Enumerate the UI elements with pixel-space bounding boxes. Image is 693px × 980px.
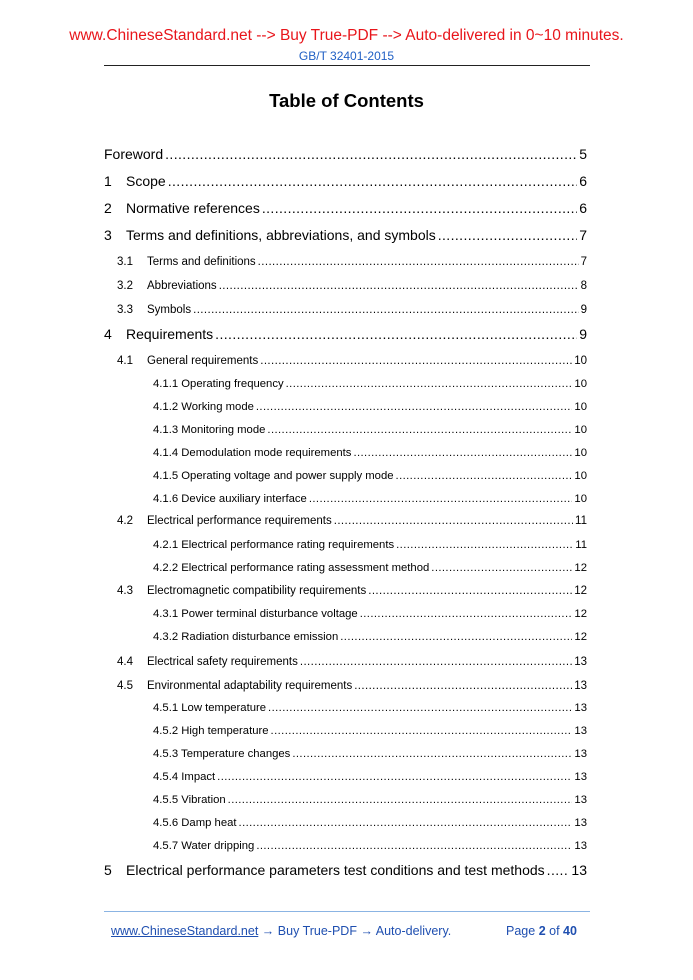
page-title: Table of Contents (269, 90, 424, 111)
toc-entry-page: 12 (574, 562, 587, 574)
toc-entry-number: 3.3 (117, 304, 133, 316)
toc-entry-title: Electrical safety requirements (147, 656, 298, 668)
toc-entry-title: General requirements (147, 355, 259, 367)
toc-entry-title: Abbreviations (147, 280, 217, 292)
toc-entry-page: 12 (574, 631, 587, 643)
toc-entry[interactable] (153, 608, 587, 620)
toc-entry[interactable] (153, 562, 587, 574)
toc-entry-title: Electromagnetic compatibility requirements (147, 585, 367, 597)
toc-entry-page: 7 (580, 256, 587, 268)
toc-entry-page: 8 (580, 280, 587, 292)
toc-dot-leader (228, 794, 573, 806)
toc-dot-leader (268, 702, 572, 714)
toc-entry-number: 4.4 (117, 656, 133, 668)
toc-entry[interactable] (117, 680, 587, 692)
toc-dot-leader (260, 355, 572, 367)
toc-entry-page: 13 (574, 680, 587, 692)
toc-dot-leader (271, 725, 573, 737)
toc-entry-title: 4.3.1 Power terminal disturbance voltage (153, 608, 358, 620)
arrow-right-icon: → (261, 924, 275, 938)
toc-entry-page: 10 (574, 378, 587, 390)
toc-entry-page: 12 (574, 585, 587, 597)
toc-entry-page: 6 (579, 173, 587, 189)
toc-dot-leader (368, 585, 572, 597)
toc-entry-number: 4.2 (117, 515, 133, 527)
toc-entry[interactable] (117, 280, 587, 292)
footer-buy-link[interactable]: Buy True-PDF (277, 924, 357, 938)
toc-entry[interactable] (117, 304, 587, 316)
toc-entry-title: 4.5.2 High temperature (153, 725, 269, 737)
page-indicator (506, 924, 577, 938)
toc-dot-leader (438, 227, 577, 243)
toc-entry[interactable] (153, 771, 587, 783)
toc-dot-leader (353, 447, 572, 459)
toc-entry[interactable] (104, 146, 587, 162)
toc-dot-leader (396, 470, 573, 482)
page-of: of (549, 924, 560, 938)
toc-entry[interactable] (153, 447, 587, 459)
toc-dot-leader (165, 146, 577, 162)
toc-entry-page: 13 (574, 817, 587, 829)
toc-entry[interactable] (117, 656, 587, 668)
footer-site-link[interactable]: www.ChineseStandard.net (111, 924, 259, 938)
toc-entry-title: 4.5.7 Water dripping (153, 840, 255, 852)
toc-entry-title: 4.5.1 Low temperature (153, 702, 267, 714)
toc-entry-title: 4.5.6 Damp heat (153, 817, 237, 829)
toc-entry-page: 11 (575, 515, 587, 527)
toc-entry-title: 4.3.2 Radiation disturbance emission (153, 631, 339, 643)
toc-entry[interactable] (153, 470, 587, 482)
toc-entry[interactable] (153, 401, 587, 413)
toc-entry-title: Terms and definitions (147, 256, 256, 268)
arrow-right-icon: → (360, 924, 373, 938)
toc-entry[interactable] (117, 256, 587, 268)
toc-entry[interactable] (153, 539, 587, 551)
toc-entry-title: 4.2.2 Electrical performance rating assessment method (153, 562, 430, 574)
toc-entry-title: Foreword (104, 146, 164, 162)
toc-entry-title: 4.5.4 Impact (153, 771, 216, 783)
toc-dot-leader (219, 280, 579, 292)
standard-number: GB/T 32401-2015 (298, 49, 395, 63)
toc-entry-number: 3.2 (117, 280, 133, 292)
toc-entry-title: Electrical performance parameters test conditions and test methods (126, 862, 545, 878)
toc-entry-title: 4.1.4 Demodulation mode requirements (153, 447, 352, 459)
toc-entry[interactable] (104, 326, 587, 342)
toc-entry-number: 4.5 (117, 680, 133, 692)
toc-entry-title: Environmental adaptability requirements (147, 680, 353, 692)
toc-entry-page: 10 (574, 493, 587, 505)
toc-entry-number: 5 (104, 862, 112, 878)
toc-entry-title: 4.1.2 Working mode (153, 401, 254, 413)
toc-entry[interactable] (117, 355, 587, 367)
toc-entry[interactable] (153, 725, 587, 737)
toc-dot-leader (193, 304, 578, 316)
toc-dot-leader (334, 515, 573, 527)
toc-dot-leader (262, 200, 577, 216)
toc-entry-title: Requirements (126, 326, 214, 342)
toc-dot-leader (267, 424, 572, 436)
page-current: 2 (538, 924, 546, 938)
toc-entry-title: 4.2.1 Electrical performance rating requirements (153, 539, 395, 551)
toc-entry-page: 13 (571, 862, 587, 878)
toc-entry-page: 10 (574, 470, 587, 482)
toc-entry-page: 13 (574, 748, 587, 760)
toc-entry-title: Symbols (147, 304, 192, 316)
page-total: 40 (563, 924, 577, 938)
toc-dot-leader (217, 771, 572, 783)
toc-entry-page: 13 (574, 771, 587, 783)
toc-dot-leader (340, 631, 572, 643)
toc-entry[interactable] (104, 862, 587, 878)
toc-entry[interactable] (117, 515, 587, 527)
toc-entry[interactable] (117, 585, 587, 597)
footer-left (111, 924, 451, 938)
header-divider (104, 65, 590, 66)
toc-entry-title: 4.1.3 Monitoring mode (153, 424, 266, 436)
toc-entry-page: 6 (579, 200, 587, 216)
toc-entry[interactable] (153, 493, 587, 505)
toc-entry-title: Terms and definitions, abbreviations, and symbols (126, 227, 436, 243)
toc-entry-title: Normative references (126, 200, 260, 216)
toc-entry-page: 13 (574, 656, 587, 668)
toc-entry[interactable] (153, 840, 587, 852)
toc-entry-page: 5 (579, 146, 587, 162)
toc-entry-title: Scope (126, 173, 166, 189)
toc-dot-leader (256, 401, 573, 413)
toc-entry-number: 4.1 (117, 355, 133, 367)
toc-dot-leader (168, 173, 578, 189)
toc-entry-page: 10 (574, 447, 587, 459)
toc-dot-leader (309, 493, 573, 505)
toc-entry-page: 12 (574, 608, 587, 620)
toc-entry[interactable] (153, 748, 587, 760)
toc-entry-page: 13 (574, 725, 587, 737)
footer-delivery-text: Auto-delivery. (375, 924, 452, 938)
toc-entry[interactable] (153, 794, 587, 806)
toc-entry-number: 3.1 (117, 256, 133, 268)
toc-entry[interactable] (153, 424, 587, 436)
toc-dot-leader (286, 378, 573, 390)
toc-entry-title: 4.1.1 Operating frequency (153, 378, 284, 390)
footer-divider (104, 911, 590, 912)
toc-dot-leader (256, 840, 572, 852)
toc-dot-leader (239, 817, 573, 829)
toc-entry[interactable] (153, 378, 587, 390)
toc-entry-page: 10 (574, 401, 587, 413)
toc-entry[interactable] (104, 173, 587, 189)
page-label: Page (506, 924, 536, 938)
toc-entry[interactable] (104, 200, 587, 216)
toc-entry-title: 4.1.5 Operating voltage and power supply mode (153, 470, 394, 482)
toc-entry-title: 4.5.5 Vibration (153, 794, 226, 806)
toc-dot-leader (360, 608, 573, 620)
toc-entry-page: 10 (574, 355, 587, 367)
toc-entry[interactable] (153, 817, 587, 829)
toc-dot-leader (258, 256, 579, 268)
toc-entry-page: 9 (580, 304, 587, 316)
toc-entry-title: Electrical performance requirements (147, 515, 332, 527)
toc-entry[interactable] (153, 702, 587, 714)
toc-entry-title: 4.1.6 Device auxiliary interface (153, 493, 307, 505)
toc-entry[interactable] (153, 631, 587, 643)
toc-entry-page: 11 (575, 539, 587, 551)
toc-entry-number: 1 (104, 173, 112, 189)
toc-dot-leader (431, 562, 572, 574)
toc-entry-number: 4.3 (117, 585, 133, 597)
toc-entry-number: 4 (104, 326, 112, 342)
toc-dot-leader (354, 680, 572, 692)
toc-dot-leader (215, 326, 577, 342)
toc-dot-leader (547, 862, 570, 878)
toc-entry-number: 2 (104, 200, 112, 216)
toc-entry-page: 13 (574, 794, 587, 806)
toc-entry-page: 13 (574, 840, 587, 852)
toc-entry-title: 4.5.3 Temperature changes (153, 748, 291, 760)
toc-entry-page: 10 (574, 424, 587, 436)
toc-entry-page: 7 (579, 227, 587, 243)
toc-entry[interactable] (104, 227, 587, 243)
toc-dot-leader (396, 539, 573, 551)
toc-entry-number: 3 (104, 227, 112, 243)
toc-dot-leader (300, 656, 572, 668)
toc-dot-leader (292, 748, 572, 760)
header-banner[interactable]: www.ChineseStandard.net --> Buy True-PDF --> Auto-delivered in 0~10 minutes. (69, 27, 624, 44)
toc-entry-page: 13 (574, 702, 587, 714)
toc-entry-page: 9 (579, 326, 587, 342)
